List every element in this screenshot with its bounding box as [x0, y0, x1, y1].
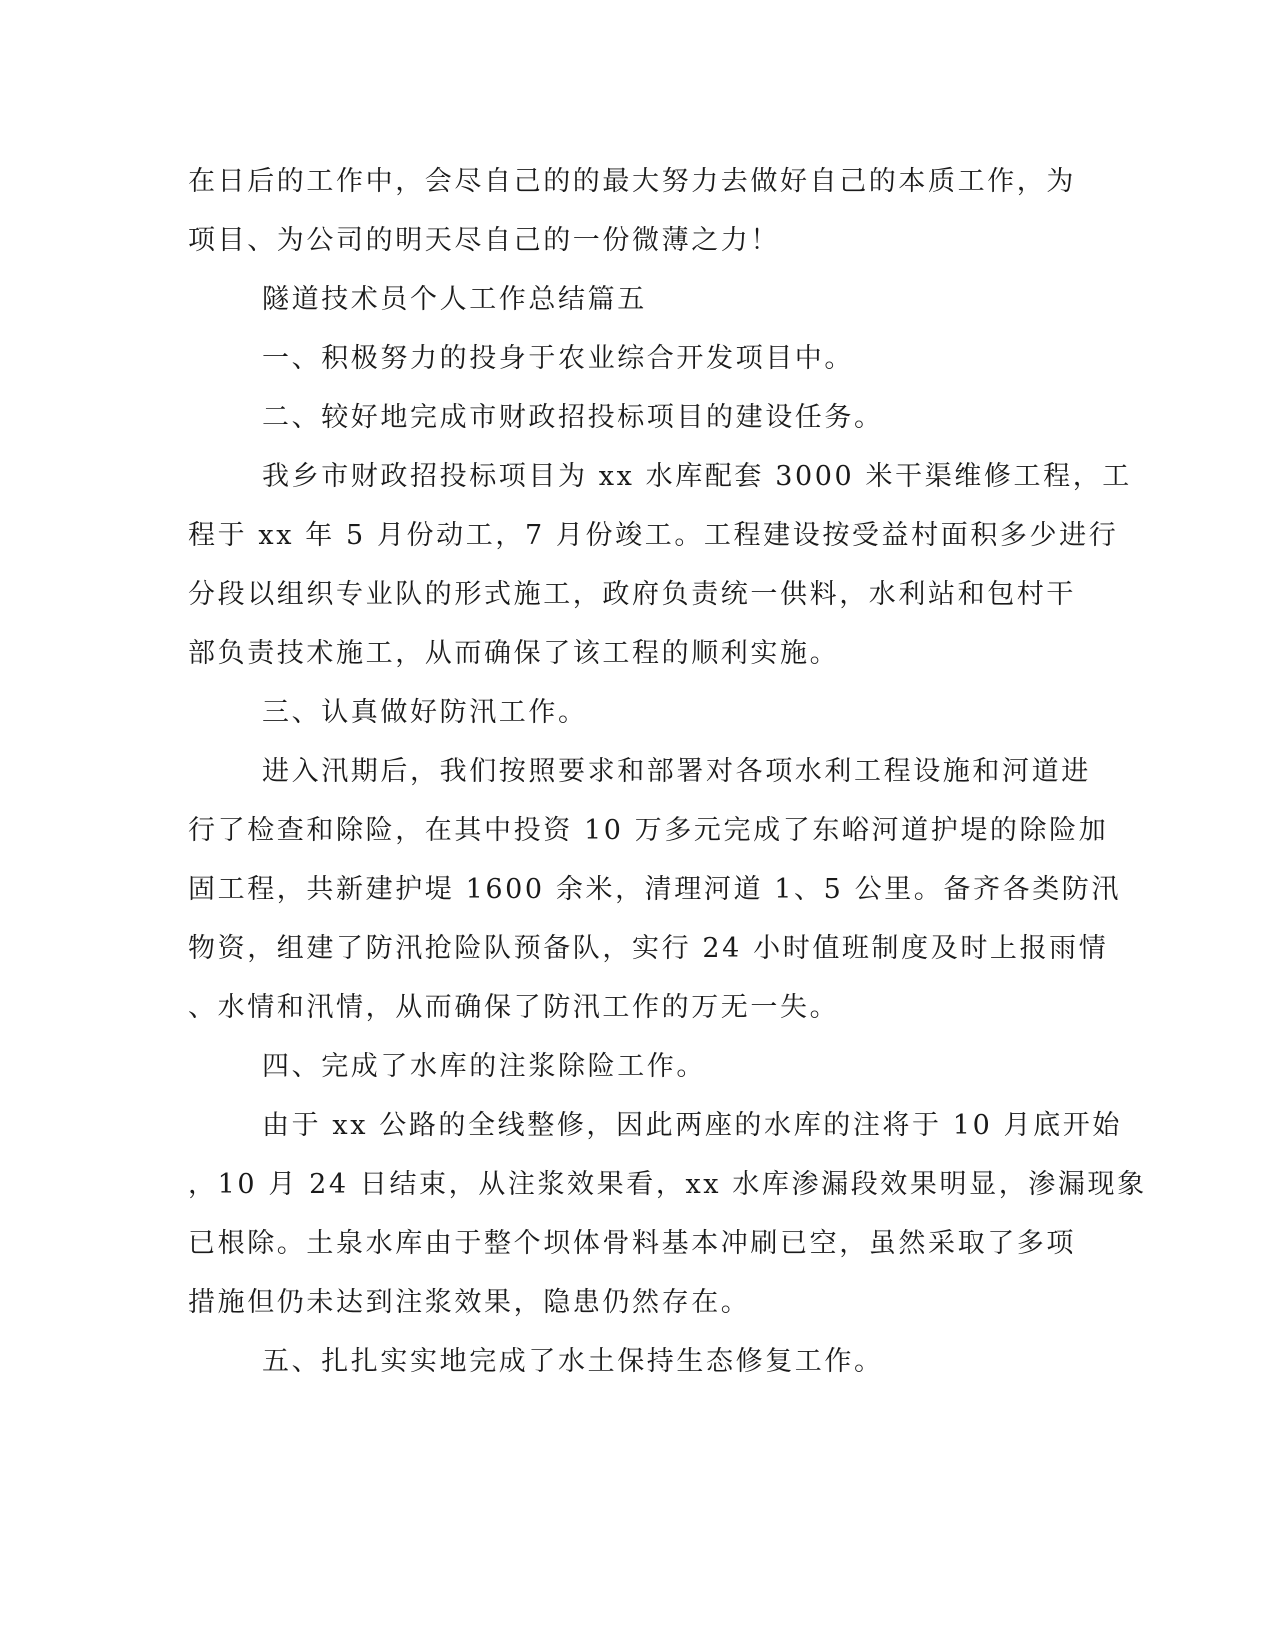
paragraph-line: 行了检查和除险，在其中投资 10 万多元完成了东峪河道护堤的除险加 [188, 815, 1109, 846]
paragraph-line: 、水情和汛情，从而确保了防汛工作的万无一失。 [188, 992, 840, 1023]
paragraph-line: 由于 xx 公路的全线整修，因此两座的水库的注将于 10 月底开始 [262, 1110, 1122, 1141]
paragraph-line: 进入汛期后，我们按照要求和部署对各项水利工程设施和河道进 [262, 756, 1091, 787]
list-item-heading: 一、积极努力的投身于农业综合开发项目中。 [262, 343, 854, 374]
section-heading: 隧道技术员个人工作总结篇五 [262, 284, 647, 315]
list-item-heading: 四、完成了水库的注浆除险工作。 [262, 1051, 706, 1082]
paragraph-line: 我乡市财政招投标项目为 xx 水库配套 3000 米干渠维修工程，工 [262, 461, 1132, 492]
paragraph-line: 在日后的工作中，会尽自己的的最大努力去做好自己的本质工作，为 [188, 166, 1076, 197]
paragraph-line: 已根除。土泉水库由于整个坝体骨料基本冲刷已空，虽然采取了多项 [188, 1228, 1076, 1259]
paragraph-line: ，10 月 24 日结束，从注浆效果看，xx 水库渗漏段效果明显，渗漏现象 [188, 1169, 1147, 1200]
paragraph-line: 固工程，共新建护堤 1600 余米，清理河道 1、5 公里。备齐各类防汛 [188, 874, 1121, 905]
paragraph-line: 程于 xx 年 5 月份动工，7 月份竣工。工程建设按受益村面积多少进行 [188, 520, 1119, 551]
paragraph-line: 物资，组建了防汛抢险队预备队，实行 24 小时值班制度及时上报雨情 [188, 933, 1109, 964]
list-item-heading: 五、扎扎实实地完成了水土保持生态修复工作。 [262, 1346, 884, 1377]
paragraph-line: 分段以组织专业队的形式施工，政府负责统一供料，水利站和包村干 [188, 579, 1076, 610]
list-item-heading: 三、认真做好防汛工作。 [262, 697, 588, 728]
paragraph-line: 部负责技术施工，从而确保了该工程的顺利实施。 [188, 638, 840, 669]
list-item-heading: 二、较好地完成市财政招投标项目的建设任务。 [262, 402, 884, 433]
paragraph-line: 措施但仍未达到注浆效果，隐患仍然存在。 [188, 1287, 751, 1318]
paragraph-line: 项目、为公司的明天尽自己的一份微薄之力！ [188, 225, 780, 256]
